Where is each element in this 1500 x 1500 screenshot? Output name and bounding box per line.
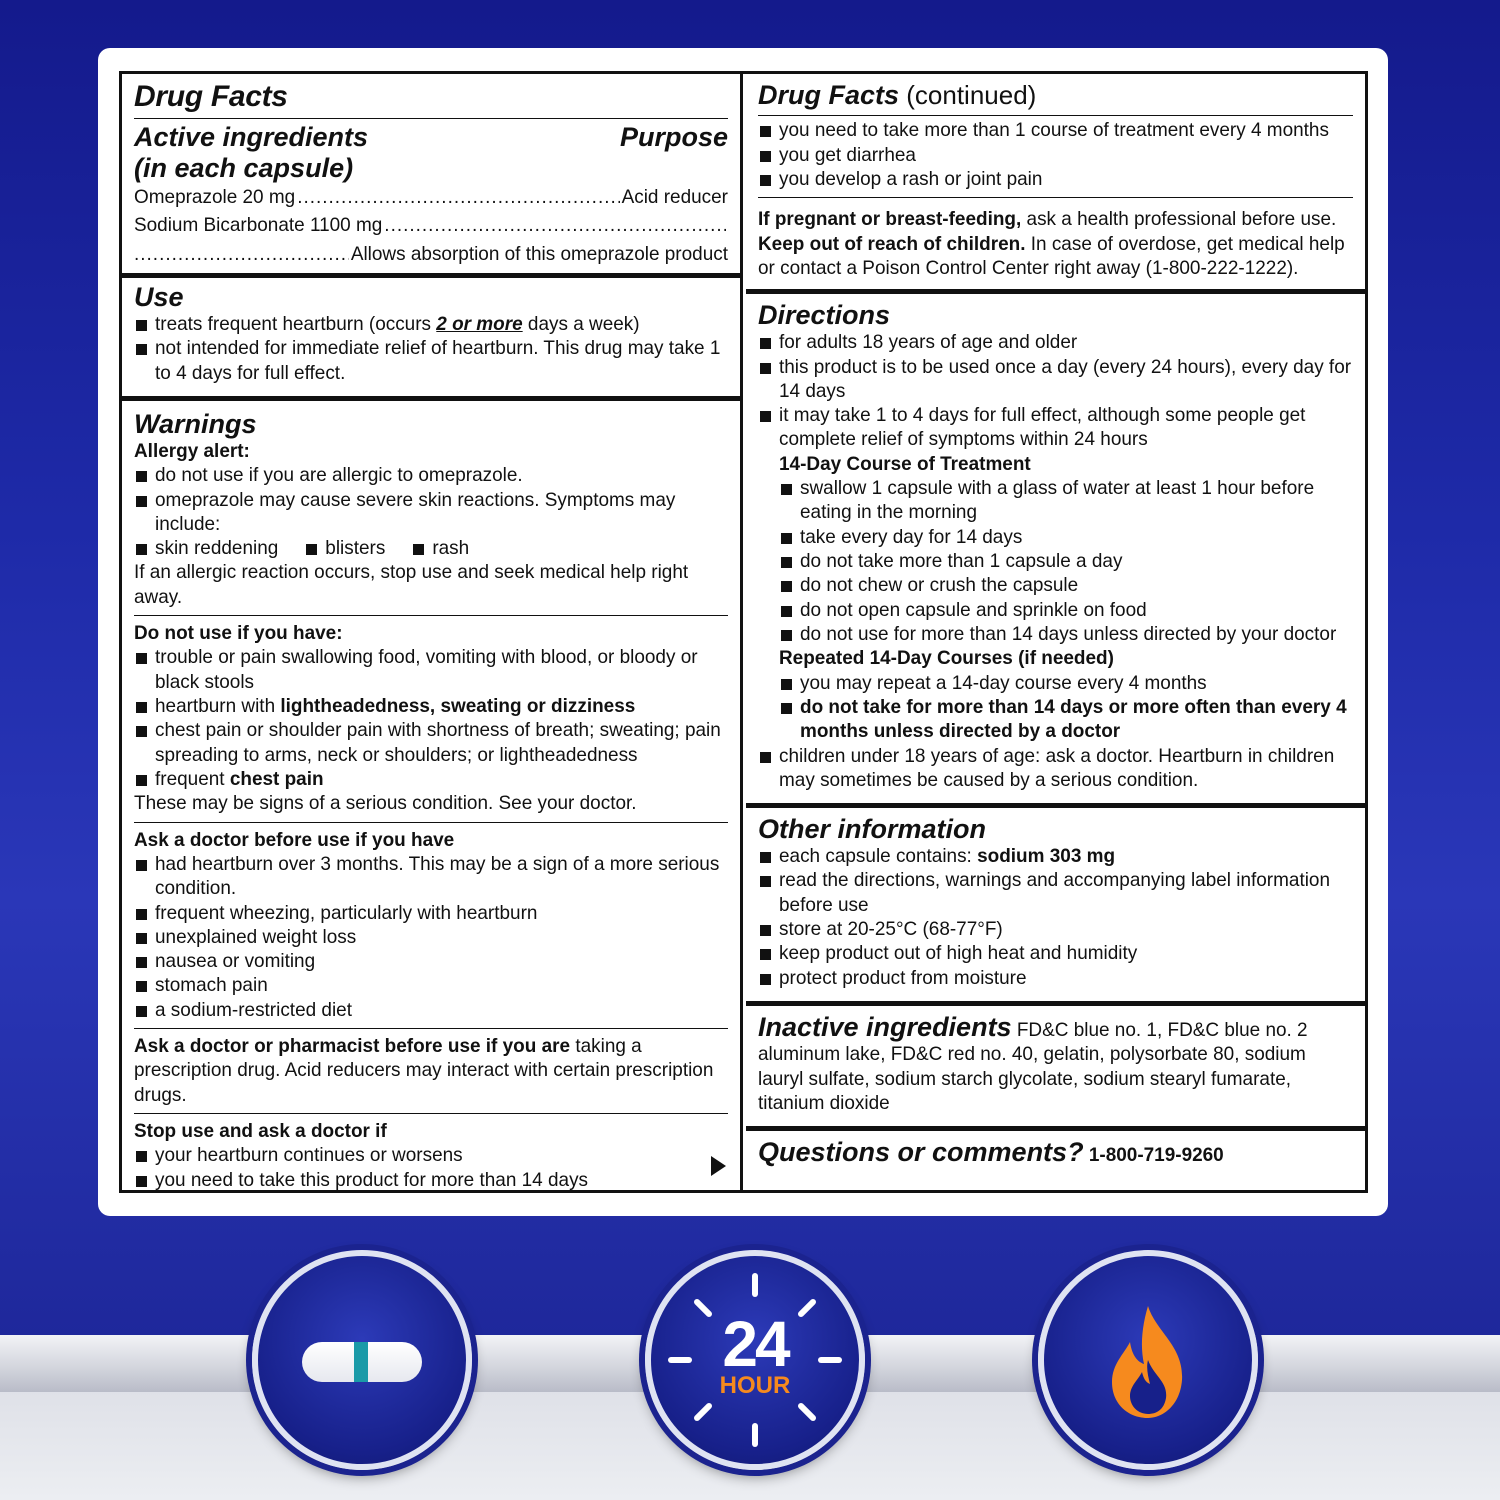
questions-heading: Questions or comments?	[758, 1137, 1084, 1168]
inactive-ingredients-heading: Inactive ingredients	[758, 1012, 1012, 1042]
ingredient-purpose-absorption: ..... Allows absorption of this omeprazole product	[134, 243, 728, 267]
warnings-section: Warnings Allergy alert: do not use if you are allergic to omeprazole. omeprazole may cause severe skin reactions. Symptoms may include: skin reddening blisters rash If an allergic reaction occurs, stop use and seek medical help right away. Do not use if you have: trouble or pain swallowing food, vomiting with blood, or bloody or black stools heartburn with lightheadedness, sweating or dizziness chest pain or shoulder pain with shortness of breath; sweating; pain spreading to arms, neck or shoulders; or lightheadedness frequent chest pain These may be signs of a serious condition. See your doctor. Ask a doctor before use if you have had heartburn over 3 months. This may be a sign of a more serious condition. frequent wheezing, particularly with heartburn unexplained weight loss nausea or vomiting stomach pain a sodium-restricted diet Ask a doctor or pharmacist before use if you are taking a prescription drug. Acid reducers may interact with certain prescription drugs. Stop use and ask a doctor if your heartburn continues or worsens you need to take this product for more than 14 days	[122, 401, 740, 1197]
questions-section	[746, 1131, 1365, 1172]
drug-facts-continued: Drug Facts (continued) you need to take more than 1 course of treatment every 4 months you get diarrhea you develop a rash or joint pain If pregnant or breast-feeding, ask a health professional before use. Keep out of reach of children. In case of overdose, get medical help or contact a Poison Control Center right away (1-800-222-1222).	[746, 74, 1365, 285]
use-item: treats frequent heartburn (occurs 2 or more days a week)	[134, 313, 728, 337]
ingredient-row-omeprazole: Omeprazole 20 mg ..... Acid reducer	[134, 186, 728, 210]
symptom-list: skin reddening blisters rash	[134, 537, 728, 561]
drug-facts-header	[122, 74, 740, 273]
drug-facts-panel	[119, 71, 1368, 1193]
capsule-badge	[252, 1250, 472, 1470]
flame-icon	[1098, 1302, 1198, 1422]
inactive-ingredients-section: Inactive ingredients FD&C blue no. 1, FD&C blue no. 2 aluminum lake, FD&C red no. 40, gelatin, polysorbate 80, sodium lauryl sulfate, sodium starch glycolate, sodium stearyl fumarate, titanium dioxide	[758, 1012, 1308, 1114]
ingredient-row-sodium-bicarbonate: Sodium Bicarbonate 1100 mg .....	[134, 214, 728, 238]
directions-section: Directions for adults 18 years of age and older this product is to be used once a day (every 24 hours), every day for 14 days it may take 1 to 4 days for full effect, although some people get complete relief of symptoms within 24 hours 14-Day Course of Treatment swallow 1 capsule with a glass of water at least 1 hour before eating in the morning take every day for 14 days do not take more than 1 capsule a day do not chew or crush the capsule do not open capsule and sprinkle on food do not use for more than 14 days unless directed by your doctor Repeated 14-Day Courses (if needed) you may repeat a 14-day course every 4 months do not take for more than 14 days or more often than every 4 months unless directed by a doctor children under 18 years of age: ask a doctor. Heartburn in children may sometimes be caused by a serious condition.	[746, 294, 1365, 797]
pharmacist-warning: Ask a doctor or pharmacist before use if you are taking a prescription drug. Acid reducers may interact with certain prescription drugs.	[134, 1036, 714, 1106]
warnings-heading: Warnings	[134, 408, 257, 439]
use-heading: Use	[134, 281, 184, 312]
clock-badge	[645, 1250, 865, 1470]
drug-facts-continued-title: Drug Facts (continued)	[758, 80, 1037, 110]
flame-badge	[1038, 1250, 1258, 1470]
continued-arrow-icon	[711, 1156, 726, 1176]
clock-24-number: 24	[722, 1308, 788, 1380]
purpose-heading: Purpose	[619, 122, 728, 152]
active-ingredients-heading: Active ingredients (in each capsule) Purpose	[134, 122, 728, 183]
use-section	[122, 278, 740, 390]
capsule-icon	[302, 1342, 422, 1382]
drug-facts-right-column	[746, 74, 1365, 1190]
drug-facts-left-column	[122, 74, 743, 1190]
clock-hour-label: HOUR	[719, 1372, 791, 1399]
questions-phone: 1-800-719-9260	[1088, 1145, 1224, 1167]
directions-heading: Directions	[758, 300, 891, 331]
other-information-section: Other information each capsule contains: sodium 303 mg read the directions, warnings and accompanying label information before use store at 20-25°C (68-77°F) keep product out of high heat and humidity protect product from moisture	[746, 808, 1365, 995]
children-warning: Keep out of reach of children. In case of overdose, get medical help or contact a Poison Control Center right away (1-800-222-1222).	[758, 233, 1345, 279]
use-item: not intended for immediate relief of heartburn. This drug may take 1 to 4 days for full effect.	[134, 337, 728, 386]
drug-facts-title: Drug Facts	[134, 80, 288, 113]
other-information-heading: Other information	[758, 814, 986, 845]
pregnancy-warning: If pregnant or breast-feeding, ask a health professional before use.	[758, 209, 1337, 231]
